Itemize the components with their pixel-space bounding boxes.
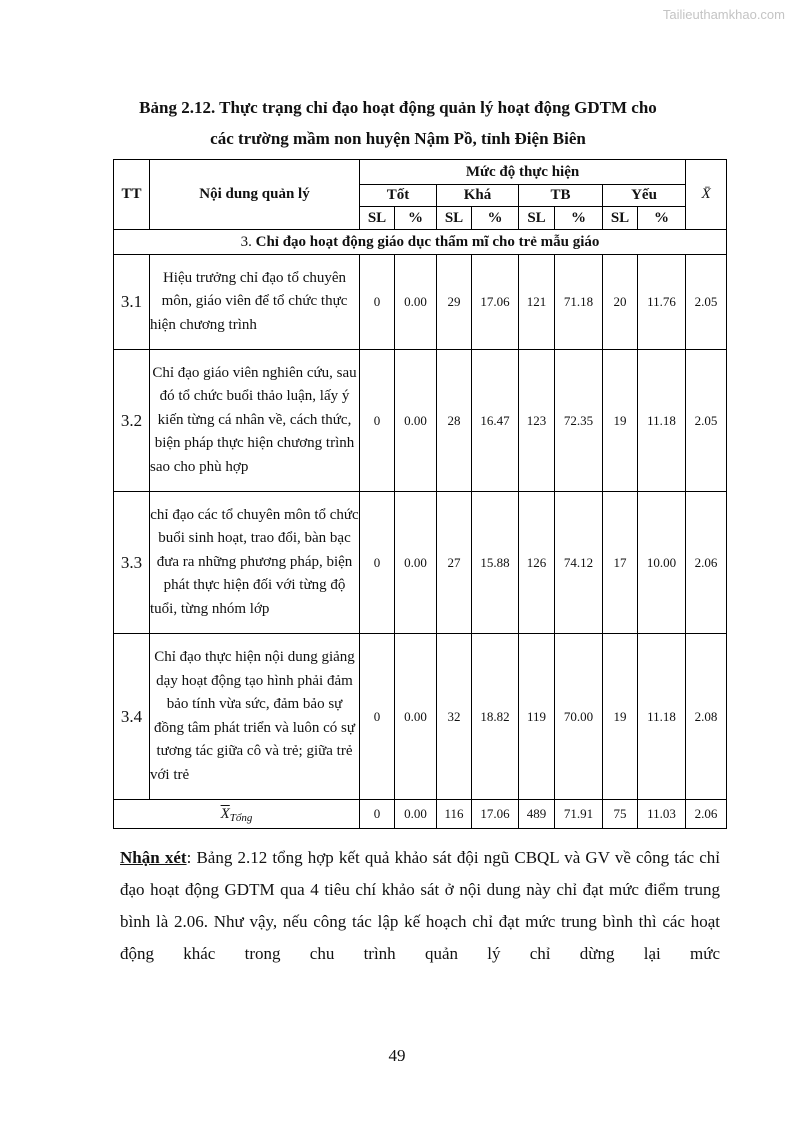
header-group-tot: Tốt bbox=[360, 185, 437, 207]
cell-yeu-sl: 19 bbox=[603, 350, 638, 492]
table-title-line-2: các trường mầm non huyện Nậm Pồ, tỉnh Điện Biên bbox=[210, 129, 586, 148]
survey-table bbox=[113, 159, 727, 829]
cell-tot-sl: 0 bbox=[360, 634, 395, 800]
table-row bbox=[114, 634, 727, 800]
header-tt: TT bbox=[114, 160, 150, 230]
table-row bbox=[114, 255, 727, 350]
page-number: 49 bbox=[388, 1046, 406, 1065]
header-pct: % bbox=[555, 207, 603, 230]
total-label bbox=[114, 800, 360, 829]
table-row bbox=[114, 492, 727, 634]
total-tot-pct: 0.00 bbox=[395, 800, 437, 829]
header-pct: % bbox=[395, 207, 437, 230]
total-kha-pct: 17.06 bbox=[472, 800, 519, 829]
cell-kha-pct: 16.47 bbox=[472, 350, 519, 492]
header-sl: SL bbox=[603, 207, 638, 230]
comment-paragraph bbox=[120, 842, 720, 970]
total-yeu-pct: 11.03 bbox=[638, 800, 686, 829]
cell-tot-pct: 0.00 bbox=[395, 350, 437, 492]
section-row bbox=[114, 230, 727, 255]
total-tb-sl: 489 bbox=[519, 800, 555, 829]
cell-kha-pct: 15.88 bbox=[472, 492, 519, 634]
cell-kha-pct: 17.06 bbox=[472, 255, 519, 350]
cell-tb-sl: 121 bbox=[519, 255, 555, 350]
header-pct: % bbox=[472, 207, 519, 230]
cell-kha-sl: 32 bbox=[437, 634, 472, 800]
cell-kha-sl: 29 bbox=[437, 255, 472, 350]
section-title: Chỉ đạo hoạt động giáo dục thẩm mĩ cho trẻ mẫu giáo bbox=[255, 233, 600, 250]
cell-tb-sl: 123 bbox=[519, 350, 555, 492]
table-title-line-1: Bảng 2.12. Thực trạng chỉ đạo hoạt động quản lý hoạt động GDTM cho bbox=[139, 98, 657, 117]
cell-tb-sl: 119 bbox=[519, 634, 555, 800]
header-content: Nội dung quản lý bbox=[150, 160, 360, 230]
total-sub: Tổng bbox=[229, 811, 253, 824]
row-tt: 3.1 bbox=[114, 255, 150, 350]
cell-tot-sl: 0 bbox=[360, 350, 395, 492]
header-mean: X̄ bbox=[686, 160, 727, 230]
cell-yeu-pct: 11.76 bbox=[638, 255, 686, 350]
cell-tb-sl: 126 bbox=[519, 492, 555, 634]
cell-tot-sl: 0 bbox=[360, 492, 395, 634]
total-tot-sl: 0 bbox=[360, 800, 395, 829]
cell-tot-sl: 0 bbox=[360, 255, 395, 350]
row-tt: 3.2 bbox=[114, 350, 150, 492]
row-content: Chỉ đạo giáo viên nghiên cứu, sau đó tổ chức buổi thảo luận, lấy ý kiến từng cá nhân về, cách thức, biện pháp thực hiện chương trình sao cho phù hợp bbox=[150, 350, 360, 492]
total-tb-pct: 71.91 bbox=[555, 800, 603, 829]
total-mean: 2.06 bbox=[686, 800, 727, 829]
section-number: 3. bbox=[240, 233, 256, 250]
cell-tot-pct: 0.00 bbox=[395, 634, 437, 800]
header-sl: SL bbox=[360, 207, 395, 230]
row-content: chỉ đạo các tổ chuyên môn tổ chức buổi sinh hoạt, trao đổi, bàn bạc đưa ra những phương pháp, biện phát thực hiện đối với từng độ tuổi, từng nhóm lớp bbox=[150, 492, 360, 634]
cell-kha-sl: 28 bbox=[437, 350, 472, 492]
header-pct: % bbox=[638, 207, 686, 230]
cell-mean: 2.06 bbox=[686, 492, 727, 634]
total-x: $\overline{X}$ bbox=[220, 805, 230, 822]
row-content: Hiệu trưởng chỉ đạo tổ chuyên môn, giáo viên để tổ chức thực hiện chương trình bbox=[150, 255, 360, 350]
header-group-yeu: Yếu bbox=[603, 185, 686, 207]
cell-mean: 2.05 bbox=[686, 350, 727, 492]
cell-yeu-sl: 17 bbox=[603, 492, 638, 634]
row-content: Chỉ đạo thực hiện nội dung giảng dạy hoạt động tạo hình phải đảm bảo tính vừa sức, đảm bảo sự đồng tâm phát triển và luôn có sự tương tác giữa cô và trẻ; giữa trẻ với trẻ bbox=[150, 634, 360, 800]
cell-tb-pct: 70.00 bbox=[555, 634, 603, 800]
header-level: Mức độ thực hiện bbox=[360, 160, 686, 185]
header-sl: SL bbox=[437, 207, 472, 230]
total-yeu-sl: 75 bbox=[603, 800, 638, 829]
header-group-kha: Khá bbox=[437, 185, 519, 207]
cell-yeu-pct: 11.18 bbox=[638, 634, 686, 800]
header-group-tb: TB bbox=[519, 185, 603, 207]
cell-kha-sl: 27 bbox=[437, 492, 472, 634]
comment-label: Nhận xét bbox=[120, 848, 187, 867]
cell-yeu-pct: 11.18 bbox=[638, 350, 686, 492]
total-row bbox=[114, 800, 727, 829]
watermark: Tailieuthamkhao.com bbox=[662, 7, 785, 22]
cell-mean: 2.08 bbox=[686, 634, 727, 800]
cell-mean: 2.05 bbox=[686, 255, 727, 350]
cell-yeu-sl: 20 bbox=[603, 255, 638, 350]
row-tt: 3.3 bbox=[114, 492, 150, 634]
cell-tot-pct: 0.00 bbox=[395, 492, 437, 634]
cell-tb-pct: 72.35 bbox=[555, 350, 603, 492]
cell-yeu-pct: 10.00 bbox=[638, 492, 686, 634]
row-tt: 3.4 bbox=[114, 634, 150, 800]
cell-yeu-sl: 19 bbox=[603, 634, 638, 800]
cell-tot-pct: 0.00 bbox=[395, 255, 437, 350]
header-sl: SL bbox=[519, 207, 555, 230]
total-kha-sl: 116 bbox=[437, 800, 472, 829]
cell-tb-pct: 74.12 bbox=[555, 492, 603, 634]
cell-kha-pct: 18.82 bbox=[472, 634, 519, 800]
cell-tb-pct: 71.18 bbox=[555, 255, 603, 350]
table-row bbox=[114, 350, 727, 492]
comment-text: : Bảng 2.12 tổng hợp kết quả khảo sát đội ngũ CBQL và GV về công tác chỉ đạo hoạt động GDTM qua 4 tiêu chí khảo sát ở nội dung này chỉ đạt mức điểm trung bình là 2.06. Như vậy, nếu công tác lập kế hoạch chỉ đạt mức trung bình thì các hoạt động khác trong chu trình quản lý chỉ dừng lại mức bbox=[120, 848, 720, 963]
